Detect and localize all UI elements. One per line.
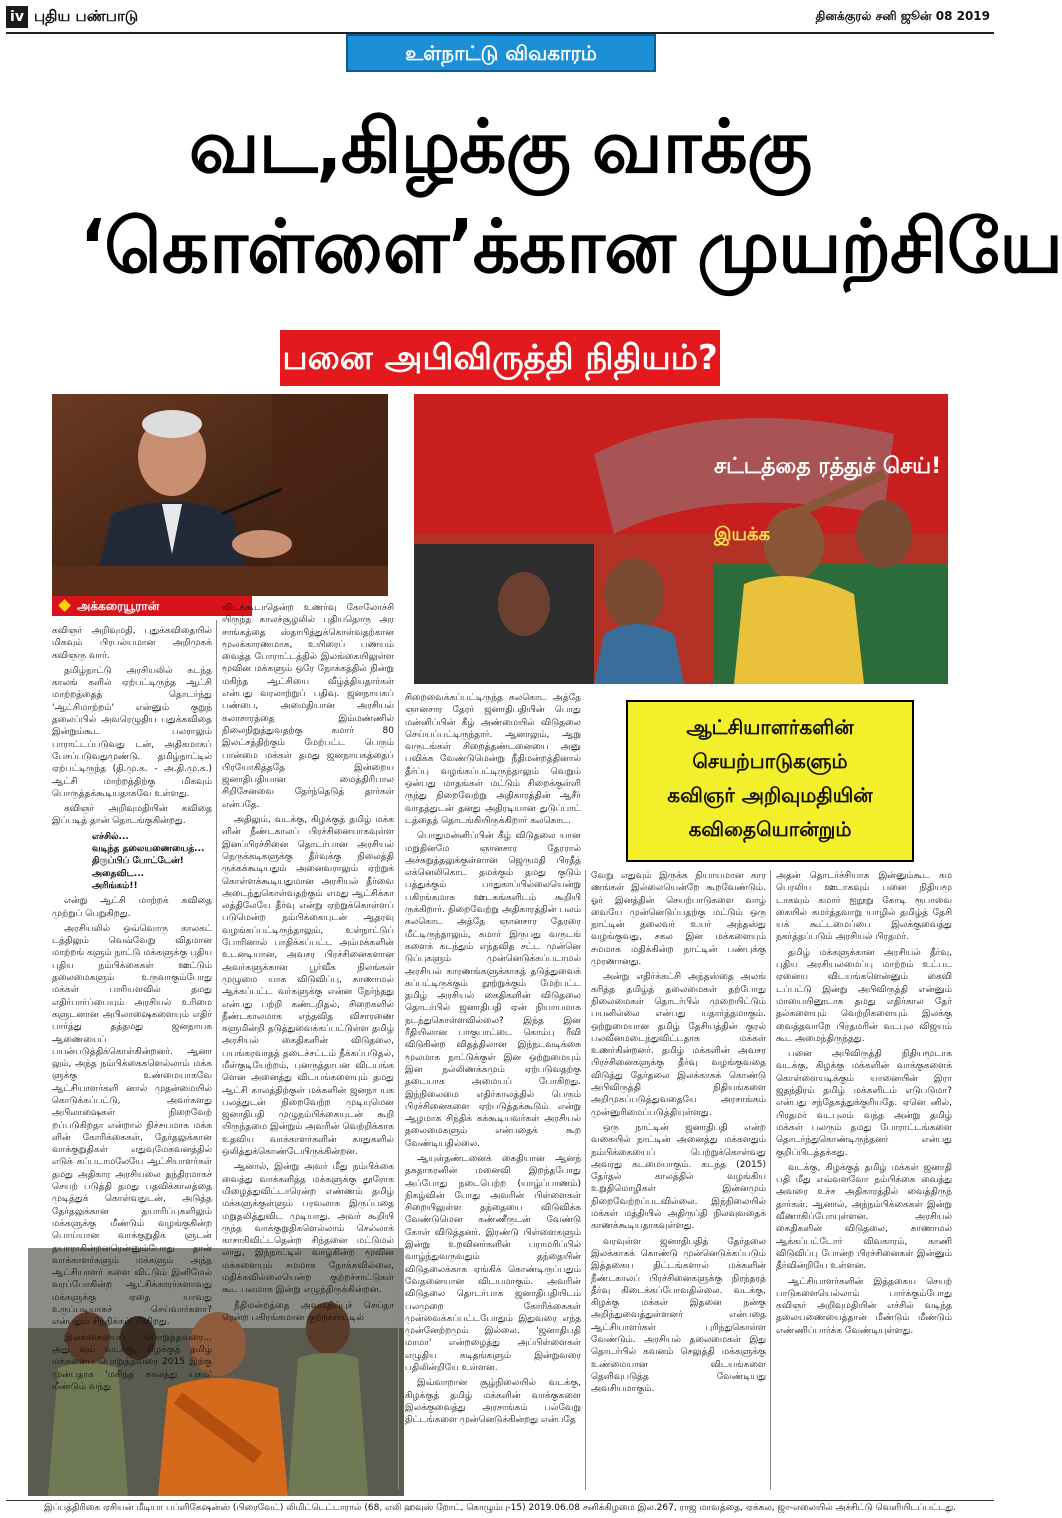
- paragraph: பனை அபிவிருத்தி நிதியமூடாக வடக்கு, கிழக்கு மக்களின் வாக்குகளைக் கொள்ளையடிக்கும் யானையின் இரா ஜதந்திரம் தமிழ் மக்களிடம் எடுபடுமா? என்பது சந்தேகத்துக்குரியதே. ஏனெ னில், பிரதமர் வடபுலம் வந்த அன்று தமிழ் மக்கள் பலரும் தமது போராட்டங்களை தொடர்ந்துகொண்டிருந்தனர் என்பது குறிப்பிடத்தக்கது.: [776, 1049, 952, 1158]
- headline-line-1: வட,கிழக்கு வாக்கு: [188, 104, 812, 190]
- poster-text-movement: இயக்க: [714, 524, 770, 545]
- poem-line: அதைவிட...: [92, 868, 145, 879]
- callout-line-4: கவிதையொன்றும்: [688, 817, 852, 841]
- paragraph: இவ்வாறான சூழ்நிலையில் வடக்கு, கிழக்குத் தமிழ் மக்களின் வாக்குகளை இலக்குவைத்து அரசாங்கம் பல்வேறு திட்டங்களை முன்னெடுக்கின்றது என்பதே: [405, 1378, 581, 1426]
- paragraph: நீதிமன்றத்தை அவமதிப்புச் செய்தா ரென்ற பகிரங்கமான குற்றச்சாட்டில்: [222, 1300, 394, 1323]
- column-rule: [585, 870, 586, 1490]
- byline-author: அக்கரையூரான்: [77, 599, 160, 613]
- paragraph: வேறு எதுவும் இருக்க நியாயமான கார ணங்கள் இல்லையென்றே கூறவேண்டும். ஓர் இனத்தின் செயற்பாடுகளை வாழ் வையே முன்னெடுப்பதற்கு மட்டும் ஒரு நாட்டின் தலைவர் உயர் அந்தஸ்து வழங்குவது, சகல இன மக்களையும் சமமாக மதிக்கின்ற நாட்டின் பண்புக்கு முரணானது.: [591, 871, 766, 968]
- page-number: iv: [6, 6, 28, 28]
- column-rule: [216, 620, 217, 1240]
- poem-line: திருப்பிப் போட்டேன்!: [92, 856, 184, 867]
- callout-line-2: செயற்பாடுகளும்: [692, 749, 848, 773]
- paragraph: வரவுள்ள ஜனாதிபதித் தேர்தலை இலக்காகக் கொண்டு முன்னெடுக்கப்படும் இத்தகைய திட்டங்களால் மக்களின் நீண்டகாலப் பிரச்சினைகளுக்கு நிரந்தரத் தீர்வு கிடைக்கப்போவதில்லை. வடக்கு, கிழக்கு மக்கள் இதனை நன்கு அறிந்துவைத்துள்ளனர் என்பதை ஆட்சியாளர்கள் புரிந்துகொள்ள வேண்டும். அரசியல் தலைமைகள் இது தொடர்பில் கவனம் செலுத்தி மக்களுக்கு உண்மையான விடயங்களை தெளிவுபடுத்த வேண்டியது அவசியமாகும்.: [591, 1236, 766, 1395]
- article-column-1: [52, 625, 212, 1392]
- callout-line-1: ஆட்சியாளர்களின்: [686, 715, 854, 739]
- page-header: [6, 6, 994, 34]
- column-rule: [770, 870, 771, 1490]
- paragraph: இலங்கையைப் பொறுத்தவரை... அது வும் வடக்கு, கிழக்குத் தமிழ் மக்களைப் பொறுத்தவரை 2015 இற்கு முன்பதாக 'மகிந்த காலத்து யுகம்' மீண்டும் வந்து: [52, 1332, 212, 1392]
- paragraph: அதன் தொடர்ச்சியாக இன்னும்கூட கம பெரலிய ஊடாகவும் பனை நிதியமூ டாகவும் கமார் ஐநூறு கோடி ரூபாவை கையில் கமர்த்தவாறு யாழில் தமிழ்த் தேசி யக் கூட்டமைப்பை இலக்குவைத்து நகர்த்தப்படும் அரசியல் பிரதமர்.: [776, 871, 952, 943]
- article-column-4: [591, 870, 766, 1492]
- paragraph: கவிஞர் அறிவுமதி, புதுக்கவிதையில் மிகவும் பிரபல்யமான அறிமுகக் கவிஞரு வார்.: [52, 626, 212, 661]
- paragraph: ஒரு நாட்டின் ஜனாதிபதி என்ற வகையில் நாட்டின் அனைத்து மக்களதும் நம்பிக்கையைப் பெற்றுக்கொள்வது அவரது கடமையாகும். கடந்த (2015) தேர்தல் காலத்தில் வழங்கிய உறுதிமொழிகள் இன்னமும் நிறைவேற்றப்படவில்லை. இந்நிலையில் மக்கள் மத்தியில் அதிருப்தி நிலவுவதைக் காணக்கூடியதாகவுள்ளது.: [591, 1122, 766, 1232]
- paragraph: அதிலும், வடக்கு, கிழக்குத் தமிழ் மக்க ளின் நீண்டகாலப் பிரச்சினையாகவுள்ள இனப்பிரச்சினை தொடர்பான அரசியல் நெருக்கடிகளுக்கு தீர்வுக்கு நிலைத்தி ருக்கக்கூடியதும் அனைவராலும் ஏற்றுக் கொள்ளக்கூடியதுமான அரசியல் தீர்வை அடைந்துகொள்வதற்கும் எமது ஆட்சிக்கா லத்திலேயே தீர்வு என்று ஏற்றுக்கொள்ளப் படுமென்ற நம்பிக்கையுடன் ஆதரவு வழங்கப்பட்டிருந்தாலும், உள்நாட்டுப் போரினால் பாதிக்கப்பட்ட அம்மக்களின் உடனடியான, அவசர பிரச்சினைகளான அவர்களுக்கான பூர்வீக நிலங்கள் முழுமை யாக விடுவிப்பு, காணாமல் ஆக்கப்பட்ட வர்களுக்கு என்ன நேர்ந்தது என்பது பற்றி கண்டறிதல், சிறைகளில் நீண்டகாலமாக எந்தவித விசாரணை களுமின்றி தடுத்துவைக்கப்பட்டுள்ள தமிழ் அரசியல் கைதிகளின் விடுதலை, பயங்கரவாதத் தடைச்சட்டம் நீக்கப்படுதல், மீள்குடியேற்றம், புனருத்தாபன விடயங்க ளென அனைத்து விடயங்களையும் தமது ஆட்சி காலத்திற்குள் மக்களின் ஜனநா யக பலத்துடன் நிறைவேற்ற முடியுமென ஜனாதிபதி முழுநம்பிக்கையுடன் கூறி யிருந்தமை இன்றும் அவரின் வெற்றிக்காக உதவிய வாக்காளர்களின் காதுகளில் ஒலித்துக்கொண்டேயிருக்கின்றன.: [222, 815, 394, 1158]
- protest-photo: [414, 394, 948, 684]
- section-banner: உள்நாட்டு விவகாரம்: [346, 34, 656, 72]
- publication-date: தினக்குரல் சனி ஜூன் 08 2019: [815, 9, 990, 23]
- callout-line-3: கவிஞர் அறிவுமதியின்: [667, 783, 873, 807]
- paragraph: என்று ஆட்சி மாற்றக் கவிதை முற்றுப் பெறுகிறது.: [52, 896, 212, 919]
- article-column-2: [222, 602, 394, 1323]
- section-name: புதிய பண்பாடு: [34, 7, 139, 25]
- poster-text-slogan: சட்டத்தை ரத்துச் செய்!: [714, 454, 942, 479]
- paragraph: ஆனால், இன்று அவர் மீது நம்பிக்கை வைத்து வாக்களித்த மக்களுக்கு தூரோக மிழைத்துவிட்டாரென்ற எண்ணம் தமிழ் மக்களுக்குள்ளும் பரவலாக இருப்பதை மறுதலித்துவிட முடியாது. அவர் கூறியி ருந்த வாக்குறுதிகளெல்லாம் செல்லாக் காசாகிவிட்டதென்ற சிந்தனை மட்டுமல் லாது, இந்நாட்டில் வாழ்கின்ற மூவின மக்களையும் சமமாக நோக்கவில்லை, மதிக்கவில்லையென்ற குற்றச்சாட்டுகள் கூட பலமாக இன்று எழுந்திருக்கின்றன.: [222, 1162, 394, 1296]
- paragraph: பொதுமன்னிப்பின் கீழ் விடுதலை யான மறுதினமே ஞானசார தேரரால் அச்சுறுத்தலுக்குள்ளான ஜெருமதி பிரதீத் எக்னெலிகொட தமக்கும் தமது குடும் பத்துக்கும் பாதுகாப்பில்லையென்று பகிரங்கமாக ஊடகங்களிடம் கூறியி ருக்கிறார். நிறைவேற்று அதிகாரத்தின் பலம் கலகொட அத்தே ஞானசார தேரரை மீட்டிருந்தாலும், கமார் இருபது வருடங் களைக் கடந்தும் எந்தவித சட்ட முன்னெ டுப்புகளும் முன்னெடுக்கப்படாமல் அரசியல் காரணங்களுக்காகத் தடுத்துவைக் கப்பட்டிருக்கும் நூற்றுக்கும் மேற்பட்ட தமிழ் அரசியல் கைதிகளின் விடுதலை தொடர்பில் ஜனாதிபதி ஏன் நியாயமாக நடந்துகொள்ளவில்லை? இந்த இன ரீதியிலான பாகுபாட்டை கொம்பு ரீவி விடுகின்ற விதத்திலான இந்நடவடிக்கை மூலமாக நாட்டுக்குள் இன ஒற்றுமையும் இன நல்லிணக்கமும் ஏற்படுவதற்கு தடையாக அமையப் போகிறது. இந்நிலைமை எதிர்காலத்தில் பெரும் பிரச்சினைகளை ஏற்படுத்தக்கூடும் என்று ஆழமாக சிந்திக் கக்கூடியவர்கள் அரசியல் தலைமைகளும் என்பதைக் கூற வேண்டியதில்லை.: [405, 831, 581, 1149]
- diamond-icon: [58, 599, 71, 612]
- protest-photo-art: [414, 394, 948, 684]
- paragraph: சிறைவைக்கப்பட்டிருந்த கலகொட அத்தே ஞானசார தேரர் ஜனாதிபதியின் பொது மன்னிப்பின் கீழ் அண்மையில் விடுதலை செய்யப்பட்டிருந்தார். ஆனாலும், ஆறு வருடங்கள் சிறைத்தண்டனையை அனு பவிக்க வேண்டுமென்று நீதிமன்றத்தினால் தீர்ப்பு வழங்கப்பட்டிருந்தாலும் வெறும் ஒன்பது மாதங்கள் மட்டும் சிறைக்குள்ளி ருந்து நிறைவேற்று அதிகாரத்தின் ஆசீர் வாதத்துடன் தனது அதிரடியான துடுப்பாட் டத்தைத் தொடங்கியிருக்கிறார் கலகொட.: [405, 693, 581, 826]
- article-column-5: [776, 870, 952, 1492]
- paragraph: ஆட்சியாளர்களின் இத்தகைய செயற் பாடுகளையெல்லாம் பார்க்கும்போது கவிஞர் அறிவுமதியின் எச்சில் வடிந்த தலையணையைத்தான் மீண்டும் மீண்டும் எண்ணிப்பார்க்க வேண்டியுள்ளது.: [776, 1276, 952, 1336]
- paragraph: அன்று எதிர்க்கட்சி அந்தஸ்தை அலங் கரித்த தமிழ்த் தலைமைகள் தற்போது நிலைமைகள் தொடர்பில் முறையிட்டும் பயனில்லை என்பது யதார்த்தமாகும். ஒற்றுமையான தமிழ் தேசியத்தின் குரல் பலவீனமடைந்துவிட்டதாக மக்கள் உணர்கின்றனர். தமிழ் மக்களின் அவசர பிரச்சினைகளுக்கு தீர்வு வழங்குவதை விடுத்து தேர்தலை இலக்காகக் கொண்டு அபிவிருத்தி நிதியங்களை அறிமுகப்படுத்துவதையே அரசாங்கம் முன்னுரிமைப்படுத்தியுள்ளது.: [591, 972, 766, 1118]
- column-rule: [398, 700, 399, 1490]
- poem-line: எச்சில்...: [92, 831, 129, 842]
- paragraph: தமிழ்நாட்டு அரசியலில் கடந்த காலங் களில் ஏற்பட்டிருந்த ஆட்சி மாற்றத்தைத் தொடர்ந்து 'ஆட்சிமாற்றம்' என்னும் குறுந் தலைப்பில் அவரெழுதிய புதுக்கவிதை இன்றும்கூட பலராலும் பாராட்டப்படுவது டன், அதிகமாகப் பேசப்படுவதுமுண்டு. தமிழ்நாட்டில் ஏற்பட்டிருந்த (தி.மு.க. - அ.தி.மு.க.) ஆட்சி மாற்றத்திற்கு மிகவும் பொருத்தக்கூடியதாகவே உள்ளது.: [52, 665, 212, 799]
- imprint-footer: இப்பத்திரிகை ஏசியன் மீடியா பப்ளிகேஷன்ஸ் (பிரைவேட்) லிமிட்டெட்டாரால் (68, எலி ஹவுஸ் றோட், கொழும்பு-15) 2019.06.08 சனிக்கிழமை இல.267, ராஜ மாவத்தை, ஏக்கல, ஜா-எலையில் அச்சிட்டு வெளியிடப்பட்டது.: [6, 1500, 994, 1514]
- paragraph: விடக்கூடாதென்ற உணர்வு கோலோச்சி யிருந்த காலச்சூழலில் புதியதொரு அர சாங்கத்தை ஸ்தாபித்துக்கொள்வதற்கான மூலக்காரணமாக, உயிரைப் பணயம் வைத்த போராட்டத்தில் இலங்கையிலுள்ள மூவின மக்களும் ஒரே நோக்கத்தில் நின்று மகிந்த ஆட்சியை வீழ்த்தியதார்கள் என்பது வரலாற்றுப் பதிவு. ஜனநாயகப் பண்பை, அமைதியான அரசியல் கலாசாரத்தை இம்மண்ணில் நிலைநிறுத்துவதற்கு கமார் 80 இலட்சத்திற்கும் மேற்பட்ட பெரும் பான்மை மக்கள் தமது ஜனநாயகத்தைப் பிரயோகித்ததே இன்றைய ஜனாதிபதியான மைத்திரிபால சிறிசேனவை தேர்ந்தெடுத் தார்கள் என்பதே.: [222, 603, 394, 810]
- paragraph: கவிஞர் அறிவுமதியின் கவிதை இப்படித் தான் தொடங்குகின்றது.: [52, 804, 212, 827]
- politician-photo-art: [52, 394, 388, 596]
- poem-line: அரிங்கம்!!: [92, 880, 138, 891]
- sub-headline: பனை அபிவிருத்தி நிதியம்?: [280, 330, 720, 386]
- paragraph: வடக்கு, கிழக்குத் தமிழ் மக்கள் ஜனாதி பதி மீது எவ்வளவோ நம்பிக்கை வைத்து அவரை உச்ச அதிகாரத்தில் வைத்திருந் தார்கள். ஆனால், அந்நம்பிக்கைகள் இன்று வீணாகிப்போயுள்ளன. அரசியல் கைதிகளின் விடுதலை, காணாமல் ஆக்கப்பட்டோர் விவகாரம், காணி விடுவிப்பு போன்ற பிரச்சினைகள் இன்னும் தீர்வின்றியே உள்ளன.: [776, 1162, 952, 1272]
- headline-line-2: ‘கொள்ளை’க்கான முயற்சியே: [80, 204, 1062, 290]
- callout-box: [626, 700, 914, 862]
- politician-photo: [52, 394, 388, 596]
- poem-line: வடிந்த தலையணையைத்...: [92, 844, 205, 855]
- paragraph: அரசியலில் ஒவ்வொரு காலகட் டத்திலும் வெவ்வேறு விதமான மாற்றங் களும் நாட்டு மக்களுக்கு புதிய புதிய நம்பிக்கைகள் ஊட்டும் தலைமைகளும் உருவாகும்போது மக்கள் பாரியளவில் தமது எதிர்பார்ப்பையும் அரசியல் உரிமை களுடனான அபிலாஷைகளையும் எதிர் பார்த்து தத்தமது ஜனநாயக ஆணையைப் பயன்படுத்திக்கொள்கின்றனர். ஆனா லும், அந்த நம்பிக்கைகளெல்லாம் மக்க ளுக்கு உண்மையாகவே ஆட்சியாளர்களி னால் முதன்மையில் கொடுக்கப்பட்டு, அவர்களது அபிலாஷைகள் நிறைவேற் றப்படுகிறதா என்றால் நிச்சயமாக மக்க ளின் கோரிக்கைகள், தேர்தலுக்கான வாக்குறுதிகள் எதுவுமேகவனத்தில் எடுக் கப்படாமலேயே ஆட்சியாளர்கள் தமது அதிகார அரசியலை தந்திரமாகச் செயற் படுத்தி தமது பதவிக்காலத்தை முடித்துக் கொள்வதுடன், அடுத்த தேர்தலுக்கான தயாரிப்புகளிலும் மக்களுக்கு மீண்டும் வழங்குகின்ற பொய்யான வாக்குறுதிக ளுடன் தயாராகின்றனரென்னும்போது தான் வாக்காளர்களும் மக்களும் அந்த ஆட்சியாளர் களை விட்டும் இனிமேல் வரப்போகின்ற ஆட்சிக்காரர்களாவது மக்களுக்கு ஏதை யாவது உருப்படியாகச் செய்வார்களா? என்பதும் சிந்திக்கப்படுகிறது.: [52, 923, 212, 1328]
- article-column-3: [405, 692, 581, 1492]
- poem-excerpt: [92, 831, 212, 892]
- paragraph: ஆயுள்தண்டனைக் கைதியான ஆனந் தசுதாகரனின் மனைவி இறந்தபோது அப்போது நடைபெற்ற (யாழ்ப்பாணம்) நிகழ்வின் போது அவரின் பிள்ளைகள் சிறையிலுள்ள தந்தையை விடுவிக்க வேண்டுமென கண்ணீருடன் வேண்டு கோள் விடுத்தனர். இரண்டு பிள்ளைகளும் இன்று உறவினர்களின் பராமரிப்பில் வாழ்ந்துவருவதும் தந்தையின் விடுதலைக்காக ஏங்கிக் கொண்டிருப்பதும் வேதனையான விடயமாகும். அவரின் விடுதலை தொடர்பாக ஜனாதிபதியிடம் பலமுறை கோரிக்கைகள் முன்வைக்கப்பட்டபோதும் இதுவரை எந்த முன்னேற்றமும் இல்லை. 'ஜனாதிபதி மாமா' என்றழைத்து அப்பிள்ளைகள் எழுதிய கடிதங்களும் இன்றுவரை பதிலின்றியே உள்ளன.: [405, 1153, 581, 1374]
- paragraph: தமிழ் மக்களுக்கான அரசியல் தீர்வு, புதிய அரசியலமைப்பு மாற்றம் உட்பட ஏனைய விடயங்களென்னும் கைவி டப்பட்டு இன்று அபிவிருத்தி என்னும் மாயையினூடாக தமது எதிர்கால தேர் தல்களையும் வெற்றிகளையும் இலக்கு வைத்தவாறே பிரதமரின் வடபுல விஜயம் கூட அமைந்திருந்தது.: [776, 947, 952, 1044]
